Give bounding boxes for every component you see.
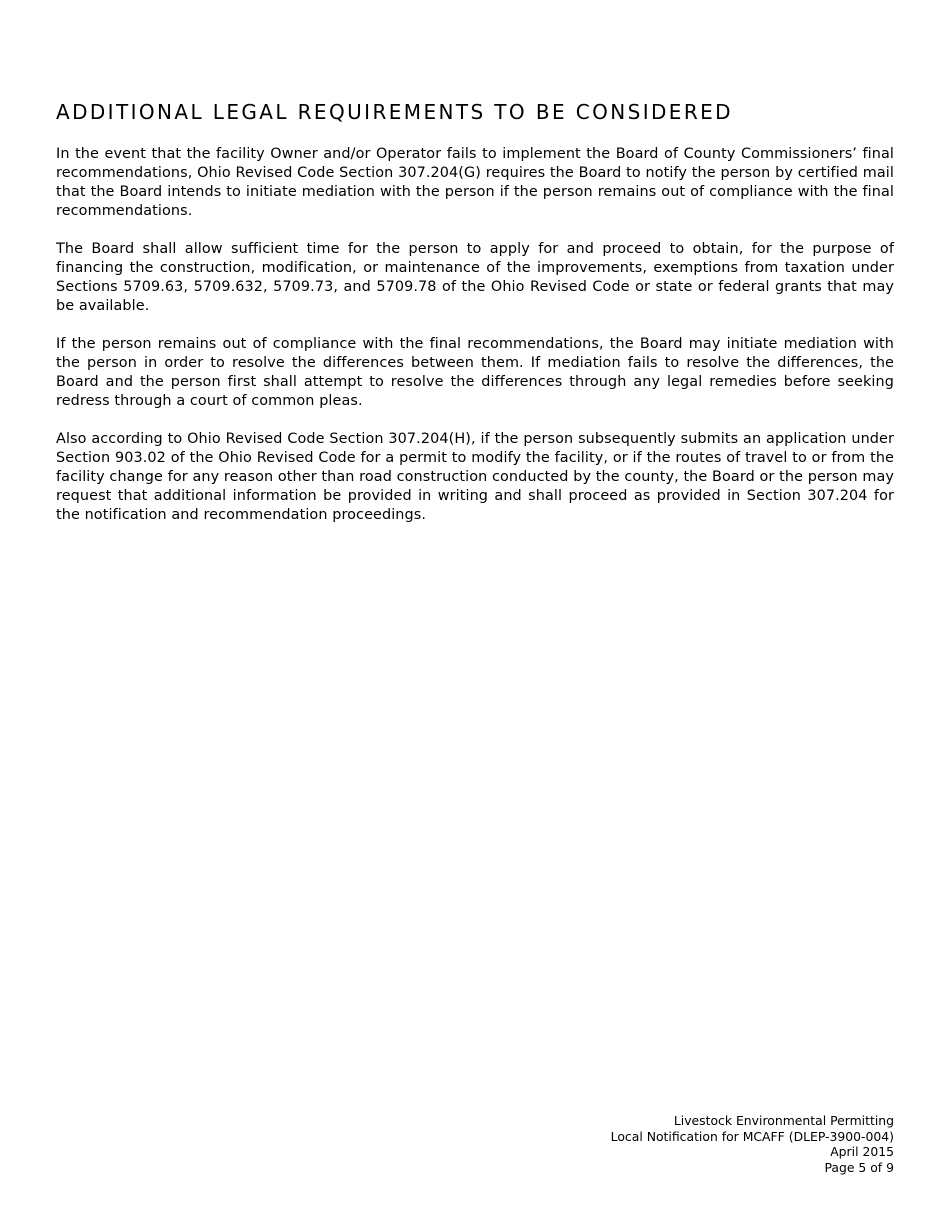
footer-page-number: Page 5 of 9 [824, 1159, 894, 1175]
section-heading: ADDITIONAL LEGAL REQUIREMENTS TO BE CONSIDERED [56, 100, 733, 124]
paragraph-mediation-process: If the person remains out of compliance with the final recommendations, the Board may initiate mediation with the person in order to resolve the differences between them. If mediation fails to resolve the differences, the Board and the person first shall attempt to resolve the differences through any legal remedies before seeking redress through a court of common pleas. [56, 336, 894, 409]
footer-form-name: Local Notification for MCAFF (DLEP-3900-004) [610, 1128, 894, 1144]
page-footer [611, 1113, 894, 1175]
footer-date: April 2015 [830, 1144, 894, 1159]
body-text [56, 145, 894, 544]
paragraph-mediation-notice: In the event that the facility Owner and/or Operator fails to implement the Board of County Commissioners’ final recommendations, Ohio Revised Code Section 307.204(G) requires the Board to notify the person by certified mail that the Board intends to initiate mediation with the person if the person remains out of compliance with the final recommendations. [56, 146, 894, 219]
paragraph-tax-exemptions: The Board shall allow sufficient time for the person to apply for and proceed to obtain, for the purpose of financing the construction, modification, or maintenance of the improvements, exemptions from taxation under Sections 5709.63, 5709.632, 5709.73, and 5709.78 of the Ohio Revised Code or state or federal grants that may be available. [56, 241, 894, 314]
paragraph-permit-modification: Also according to Ohio Revised Code Section 307.204(H), if the person subsequently submits an application under Section 903.02 of the Ohio Revised Code for a permit to modify the facility, or if the routes of travel to or from the facility change for any reason other than road construction conducted by the county, the Board or the person may request that additional information be provided in writing and shall proceed as provided in Section 307.204 for the notification and recommendation proceedings. [56, 431, 894, 523]
footer-program: Livestock Environmental Permitting [673, 1113, 894, 1128]
